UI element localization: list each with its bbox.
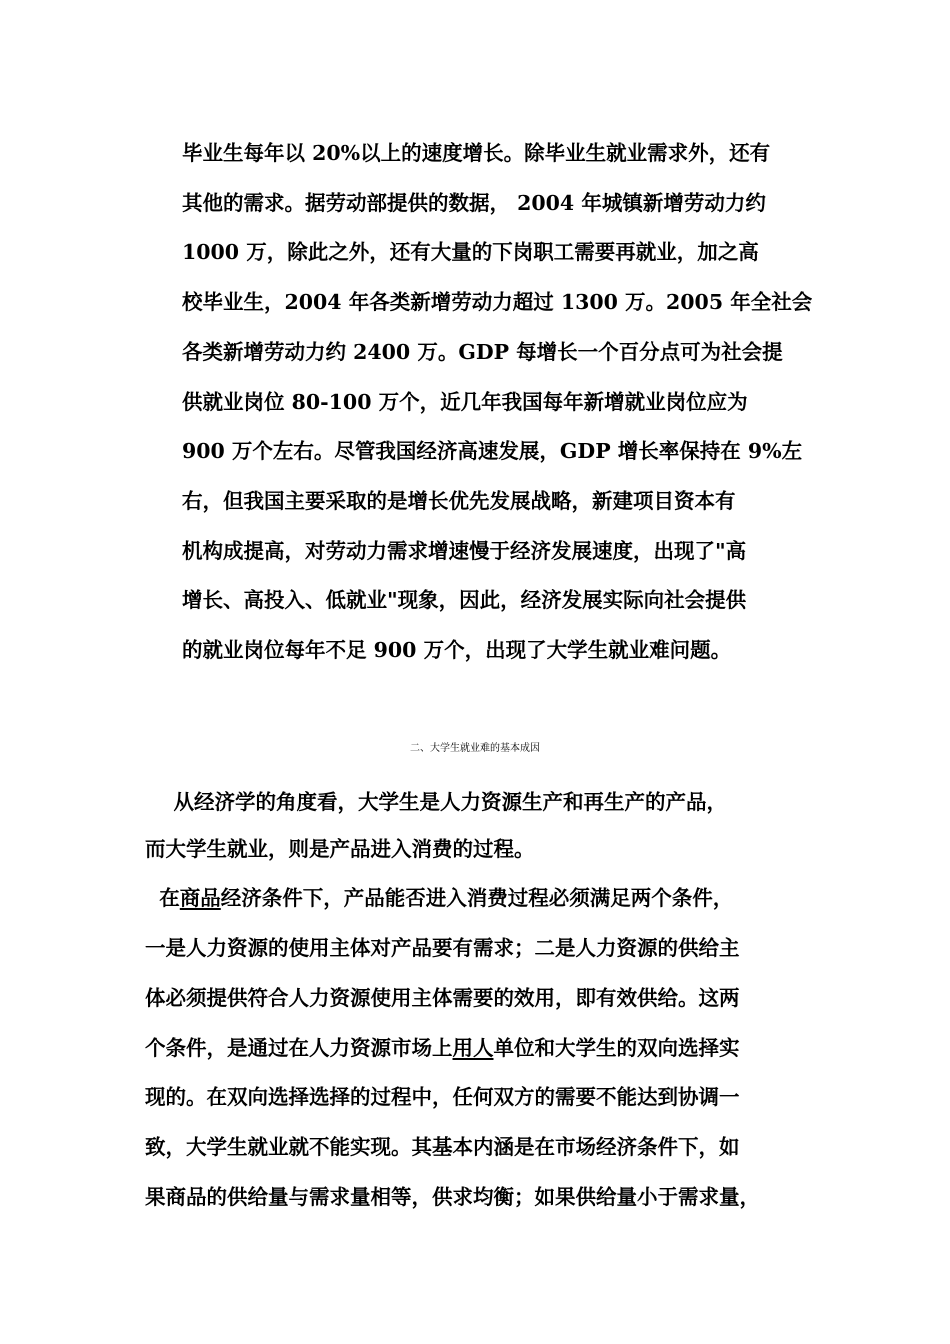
paragraph-line: 其他的需求。据劳动部提供的数据， 2004 年城镇新增劳动力约 (182, 191, 766, 215)
link-commodity[interactable]: 商品 (179, 886, 221, 910)
paragraph-line: 右，但我国主要采取的是增长优先发展战略，新建项目资本有 (182, 489, 736, 513)
line-text: 个条件，是通过在人力资源市场上 (145, 1036, 453, 1060)
paragraph-line: 现的。在双向选择选择的过程中，任何双方的需要不能达到协调一 (145, 1085, 740, 1109)
paragraph-line (145, 884, 733, 912)
link-employer[interactable]: 用人 (452, 1036, 494, 1060)
paragraph-line: 致，大学生就业就不能实现。其基本内涵是在市场经济条件下，如 (145, 1135, 740, 1159)
paragraph-line (145, 1034, 740, 1062)
paragraph-line: 机构成提高，对劳动力需求增速慢于经济发展速度，出现了"高 (182, 539, 747, 563)
paragraph-line: 增长、高投入、低就业"现象，因此，经济发展实际向社会提供 (182, 588, 747, 612)
line-text: 在 (145, 886, 180, 910)
paragraph-line: 各类新增劳动力约 2400 万。GDP 每增长一个百分点可为社会提 (182, 340, 783, 364)
paragraph-line: 一是人力资源的使用主体对产品要有需求；二是人力资源的供给主 (145, 936, 740, 960)
paragraph-line: 1000 万，除此之外，还有大量的下岗职工需要再就业，加之高 (182, 240, 759, 264)
paragraph-line: 900 万个左右。尽管我国经济高速发展，GDP 增长率保持在 9%左 (182, 439, 803, 463)
paragraph-line: 果商品的供给量与需求量相等，供求均衡；如果供给量小于需求量， (145, 1185, 760, 1209)
section-heading: 二、大学生就业难的基本成因 (410, 743, 540, 754)
paragraph-line: 体必须提供符合人力资源使用主体需要的效用，即有效供给。这两 (145, 986, 740, 1010)
paragraph-line: 校毕业生，2004 年各类新增劳动力超过 1300 万。2005 年全社会 (182, 290, 813, 314)
paragraph-line: 从经济学的角度看，大学生是人力资源生产和再生产的产品， (145, 790, 728, 814)
line-text: 经济条件下，产品能否进入消费过程必须满足两个条件， (220, 886, 734, 910)
paragraph-line: 而大学生就业，则是产品进入消费的过程。 (145, 837, 535, 861)
paragraph-line: 供就业岗位 80-100 万个，近几年我国每年新增就业岗位应为 (182, 390, 748, 414)
paragraph-line: 毕业生每年以 20%以上的速度增长。除毕业生就业需求外，还有 (182, 141, 771, 165)
paragraph-line: 的就业岗位每年不足 900 万个，出现了大学生就业难问题。 (182, 638, 732, 662)
line-text: 单位和大学生的双向选择实 (493, 1036, 740, 1060)
